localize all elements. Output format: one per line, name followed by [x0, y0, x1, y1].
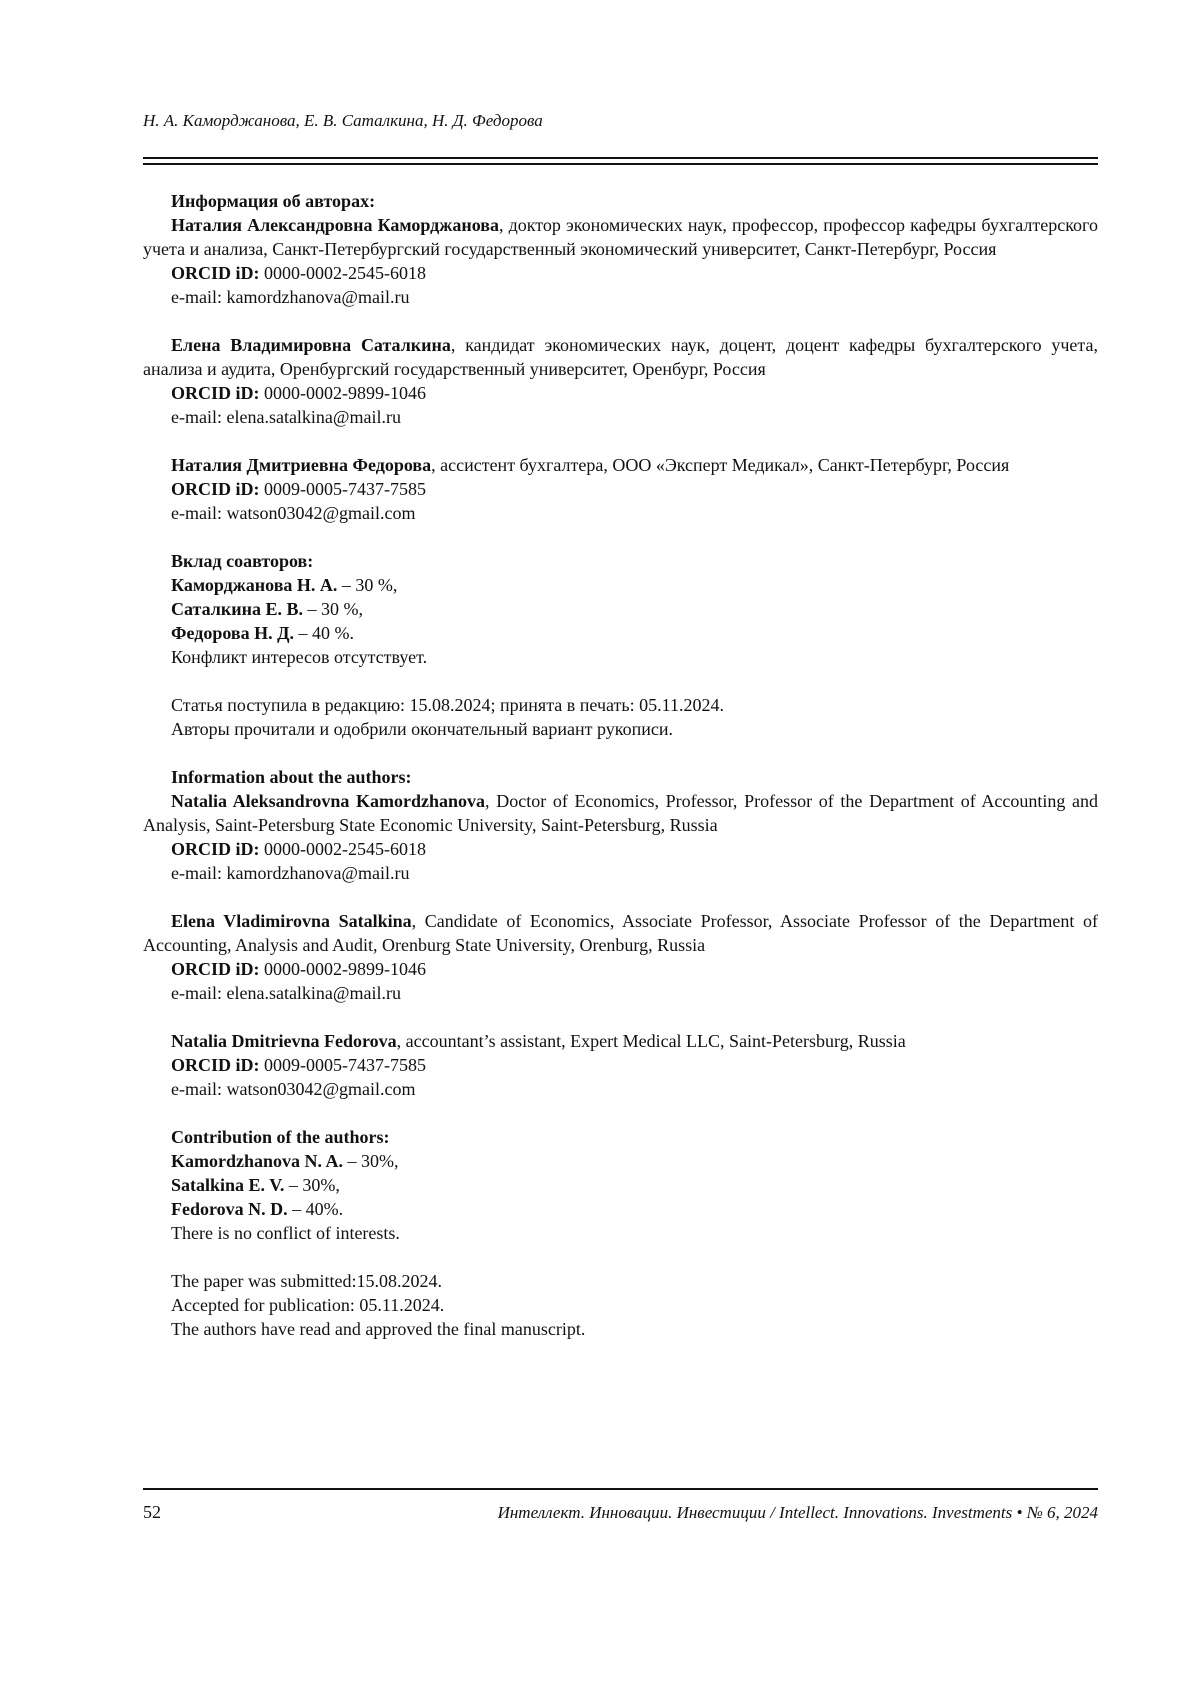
en-author-2-email: e-mail: elena.satalkina@mail.ru	[171, 983, 401, 1003]
en-contribution-2: Satalkina E. V. – 30%,	[171, 1175, 340, 1195]
page-number: 52	[143, 1502, 161, 1522]
ru-conflict-statement: Конфликт интересов отсутствует.	[171, 647, 428, 667]
ru-contribution-3: Федорова Н. Д. – 40 %.	[171, 623, 354, 643]
en-author-3-email: e-mail: watson03042@gmail.com	[171, 1079, 416, 1099]
author-affiliation: , доктор экономических наук, профессор, профессор кафедры бухгалтерского учета и анализа, Санкт-Петербургский государственный экономический университет, Санкт-Петербург, Россия	[143, 215, 1098, 259]
ru-author-1-email: e-mail: kamordzhanova@mail.ru	[171, 287, 410, 307]
author-affiliation: , accountant’s assistant, Expert Medical LLC, Saint-Petersburg, Russia	[396, 1031, 906, 1051]
header-double-rule	[143, 157, 1098, 165]
author-affiliation: , ассистент бухгалтера, ООО «Эксперт Медикал», Санкт-Петербург, Россия	[431, 455, 1010, 475]
ru-author-2-email: e-mail: elena.satalkina@mail.ru	[171, 407, 401, 427]
ru-received-dates: Статья поступила в редакцию: 15.08.2024; принята в печать: 05.11.2024.	[171, 695, 724, 715]
ru-author-1-orcid: ORCID iD: 0000-0002-2545-6018	[171, 263, 426, 283]
ru-contribution-1: Каморджанова Н. А. – 30 %,	[171, 575, 398, 595]
en-author-1-orcid: ORCID iD: 0000-0002-2545-6018	[171, 839, 426, 859]
running-head-authors: Н. А. Каморджанова, Е. В. Саталкина, Н. Д. Федорова	[143, 111, 543, 130]
en-author-3	[143, 1029, 1098, 1053]
en-info-heading: Information about the authors:	[171, 767, 412, 787]
en-author-3-orcid: ORCID iD: 0009-0005-7437-7585	[171, 1055, 426, 1075]
en-submitted-date: The paper was submitted:15.08.2024.	[171, 1271, 442, 1291]
ru-author-3	[143, 453, 1098, 477]
en-contribution-3: Fedorova N. D. – 40%.	[171, 1199, 344, 1219]
author-name: Natalia Aleksandrovna Kamordzhanova	[171, 791, 486, 811]
en-author-1-email: e-mail: kamordzhanova@mail.ru	[171, 863, 410, 883]
en-author-2	[143, 909, 1098, 957]
author-name: Elena Vladimirovna Satalkina	[171, 911, 412, 931]
page-content	[143, 189, 1098, 1341]
author-affiliation: , Doctor of Economics, Professor, Professor of the Department of Accounting and Analysis, Saint-Petersburg State Economic University, Saint-Petersburg, Russia	[143, 791, 1098, 835]
en-approval-statement: The authors have read and approved the final manuscript.	[171, 1319, 586, 1339]
ru-author-1	[143, 213, 1098, 261]
author-name: Наталия Александровна Каморджанова	[171, 215, 499, 235]
ru-approval-statement: Авторы прочитали и одобрили окончательный вариант рукописи.	[171, 719, 673, 739]
author-affiliation: , Candidate of Economics, Associate Professor, Associate Professor of the Department of Accounting, Analysis and Audit, Orenburg State University, Orenburg, Russia	[143, 911, 1098, 955]
en-contribution-1: Kamordzhanova N. A. – 30%,	[171, 1151, 399, 1171]
en-accepted-date: Accepted for publication: 05.11.2024.	[171, 1295, 445, 1315]
en-conflict-statement: There is no conflict of interests.	[171, 1223, 400, 1243]
ru-author-3-email: e-mail: watson03042@gmail.com	[171, 503, 416, 523]
en-author-1	[143, 789, 1098, 837]
en-contribution-heading: Contribution of the authors:	[171, 1127, 390, 1147]
ru-info-heading: Информация об авторах:	[171, 191, 376, 211]
author-affiliation: , кандидат экономических наук, доцент, доцент кафедры бухгалтерского учета, анализа и аудита, Оренбургский государственный университет, Оренбург, Россия	[143, 335, 1098, 379]
journal-title: Интеллект. Инновации. Инвестиции / Intellect. Innovations. Investments • № 6, 2024	[497, 1503, 1098, 1522]
en-author-2-orcid: ORCID iD: 0000-0002-9899-1046	[171, 959, 426, 979]
ru-contribution-heading: Вклад соавторов:	[171, 551, 314, 571]
ru-contribution-2: Саталкина Е. В. – 30 %,	[171, 599, 363, 619]
ru-author-3-orcid: ORCID iD: 0009-0005-7437-7585	[171, 479, 426, 499]
author-name: Natalia Dmitrievna Fedorova	[171, 1031, 397, 1051]
ru-author-2-orcid: ORCID iD: 0000-0002-9899-1046	[171, 383, 426, 403]
author-name: Наталия Дмитриевна Федорова	[171, 455, 432, 475]
author-name: Елена Владимировна Саталкина	[171, 335, 451, 355]
footer-rule	[143, 1488, 1098, 1490]
ru-author-2	[143, 333, 1098, 381]
